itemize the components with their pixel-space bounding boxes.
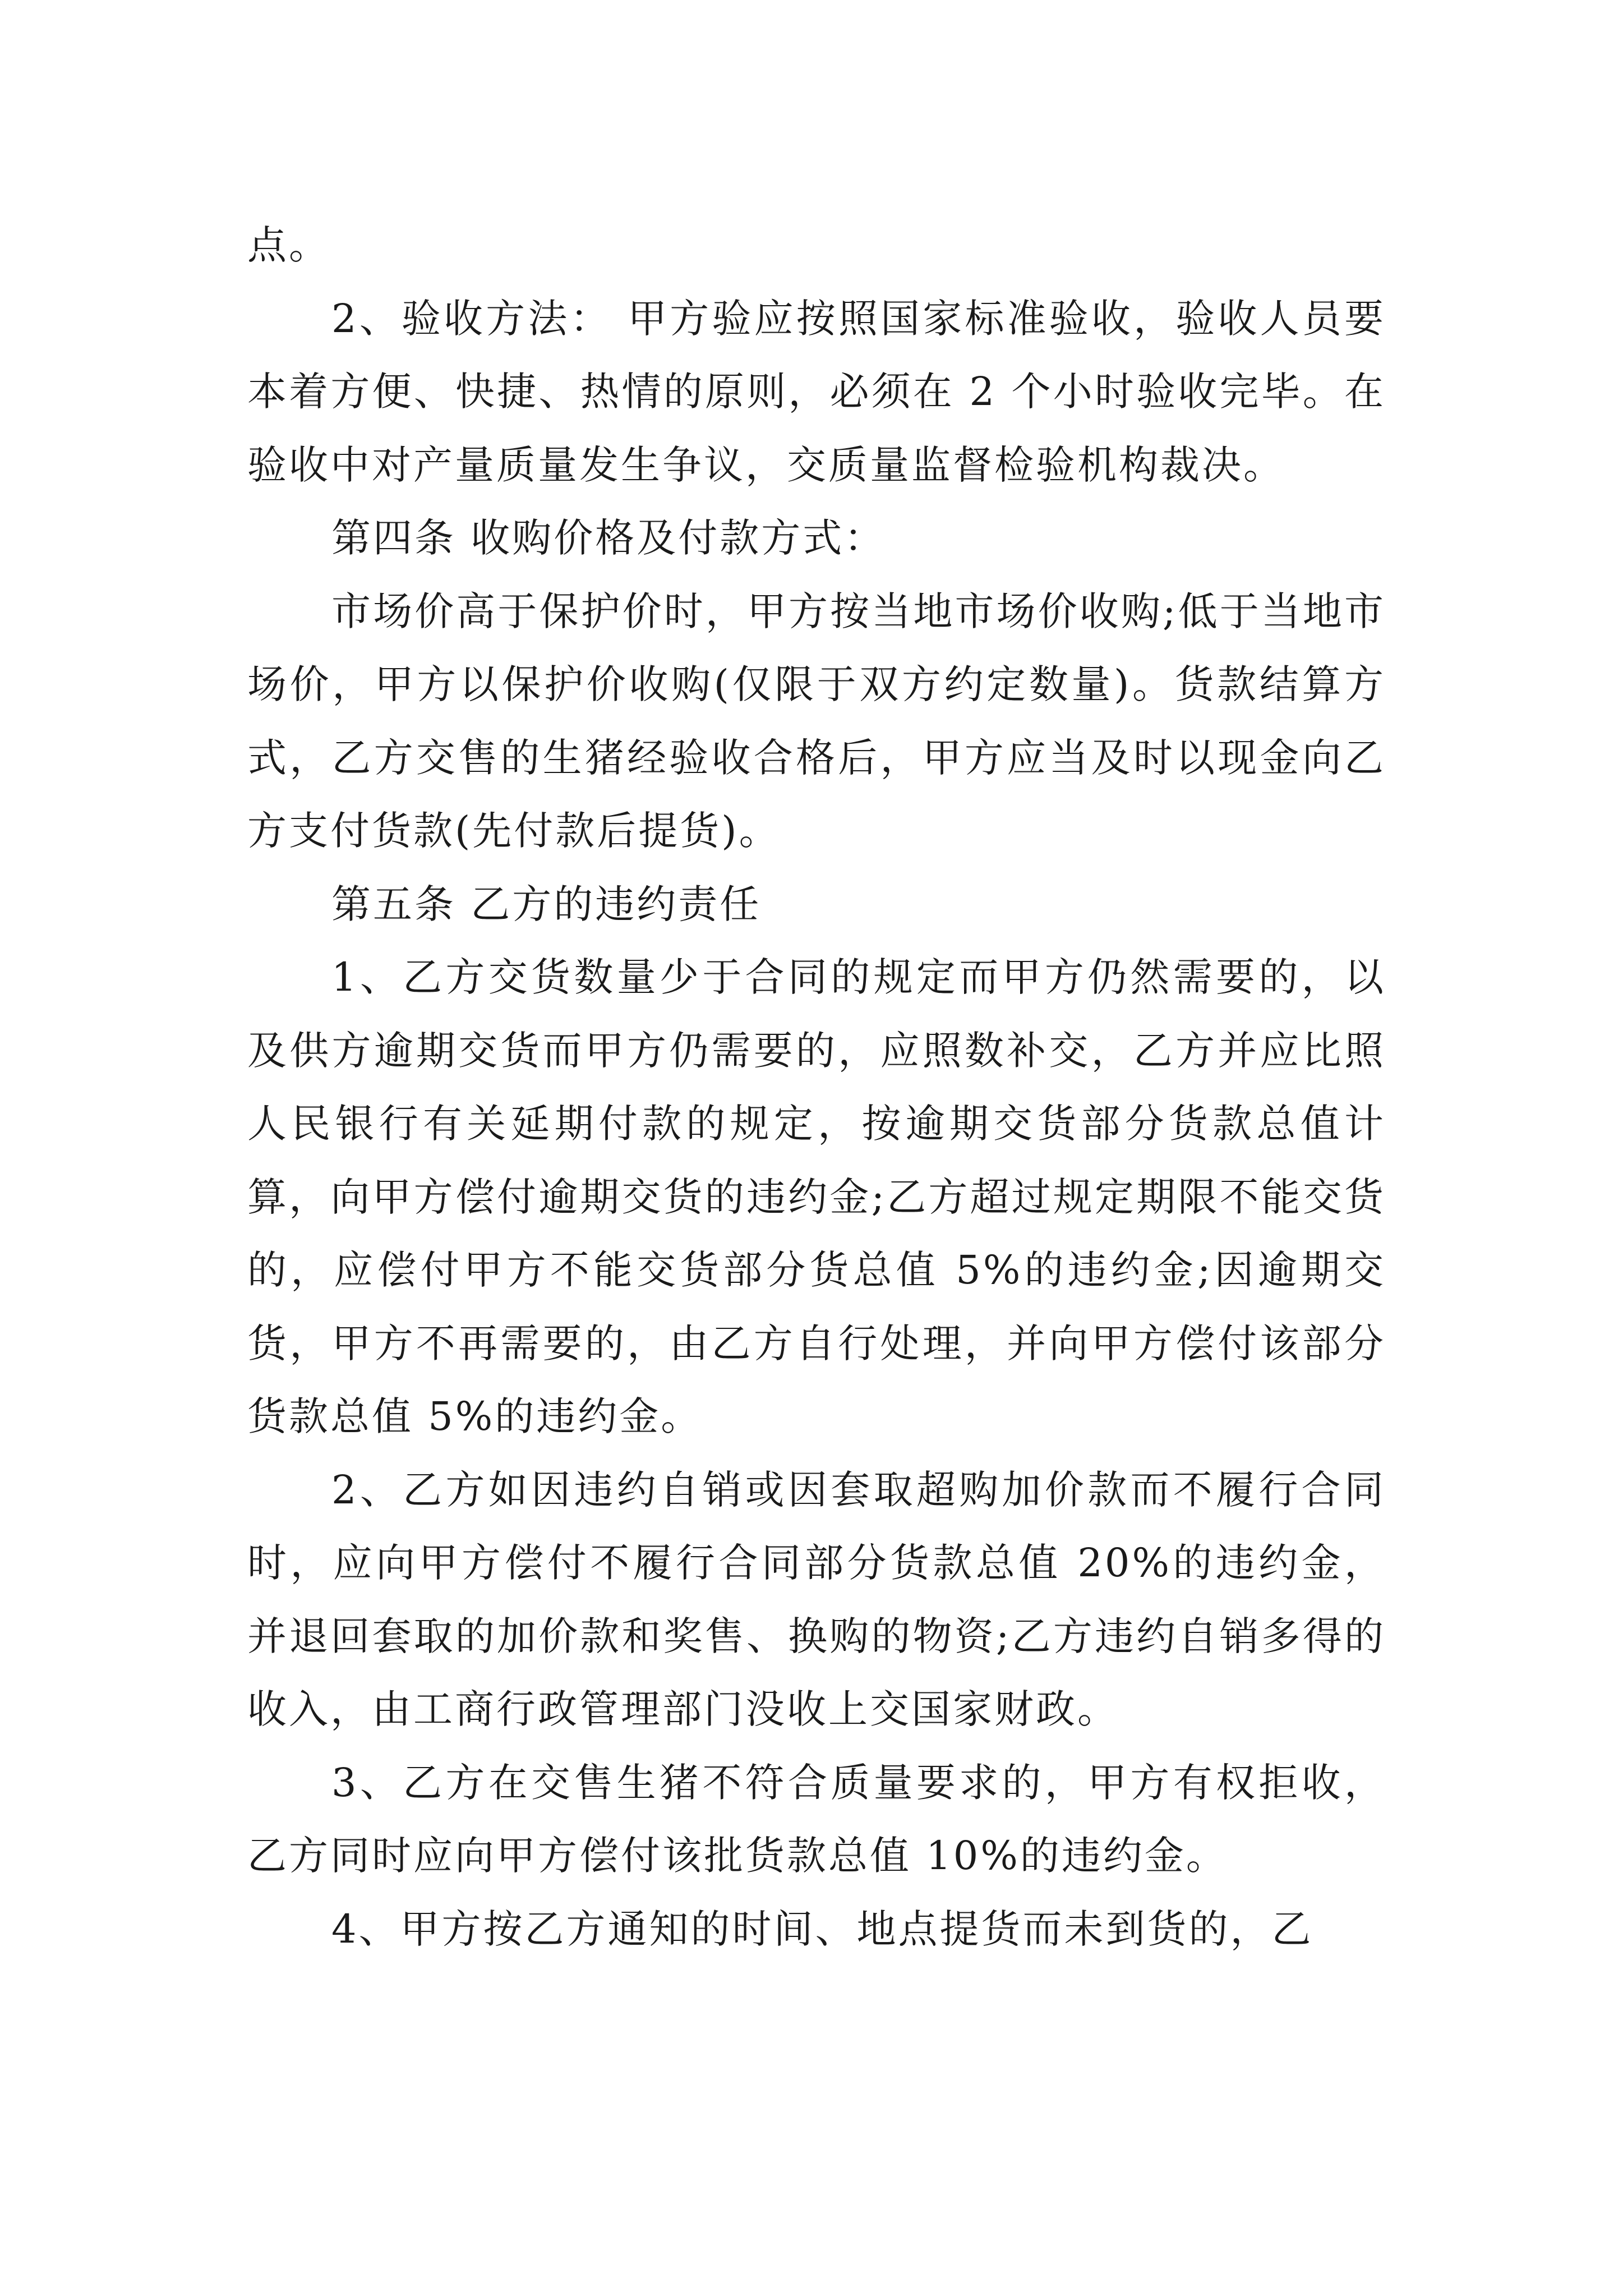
- paragraph-breach-clause-3: 3、乙方在交售生猪不符合质量要求的，甲方有权拒收，乙方同时应向甲方偿付该批货款总值 10%的违约金。: [247, 1759, 1386, 1879]
- document-body: [247, 209, 1386, 1966]
- paragraph-breach-clause-4: 4、甲方按乙方通知的时间、地点提货而未到货的，乙: [331, 1906, 1313, 1952]
- heading-article-4: 第四条 收购价格及付款方式：: [331, 515, 886, 561]
- paragraph-acceptance-method: 2、验收方法： 甲方验应按照国家标准验收，验收人员要本着方便、快捷、热情的原则，必须在 2 个小时验收完毕。在验收中对产量质量发生争议，交质量监督检验机构裁决。: [247, 295, 1386, 488]
- paragraph-breach-clause-1: 1、乙方交货数量少于合同的规定而甲方仍然需要的，以及供方逾期交货而甲方仍需要的，应照数补交，乙方并应比照人民银行有关延期付款的规定，按逾期交货部分货款总值计算，向甲方偿付逾期交货的违约金;乙方超过规定期限不能交货的，应偿付甲方不能交货部分货总值 5%的违约金;因逾期交货，甲方不再需要的，由乙方自行处理，并向甲方偿付该部分货款总值 5%的违约金。: [247, 954, 1386, 1439]
- heading-article-5: 第五条 乙方的违约责任: [331, 881, 762, 927]
- paragraph-breach-clause-2: 2、乙方如因违约自销或因套取超购加价款而不履行合同时，应向甲方偿付不履行合同部分货款总值 20%的违约金，并退回套取的加价款和奖售、换购的物资;乙方违约自销多得的收入，由工商行政管理部门没收上交国家财政。: [247, 1466, 1386, 1732]
- paragraph-continuation: 点。: [247, 222, 330, 268]
- paragraph-price-payment: 市场价高于保护价时，甲方按当地市场价收购;低于当地市场价，甲方以保护价收购(仅限于双方约定数量)。货款结算方式，乙方交售的生猪经验收合格后，甲方应当及时以现金向乙方支付货款(先付款后提货)。: [247, 588, 1386, 854]
